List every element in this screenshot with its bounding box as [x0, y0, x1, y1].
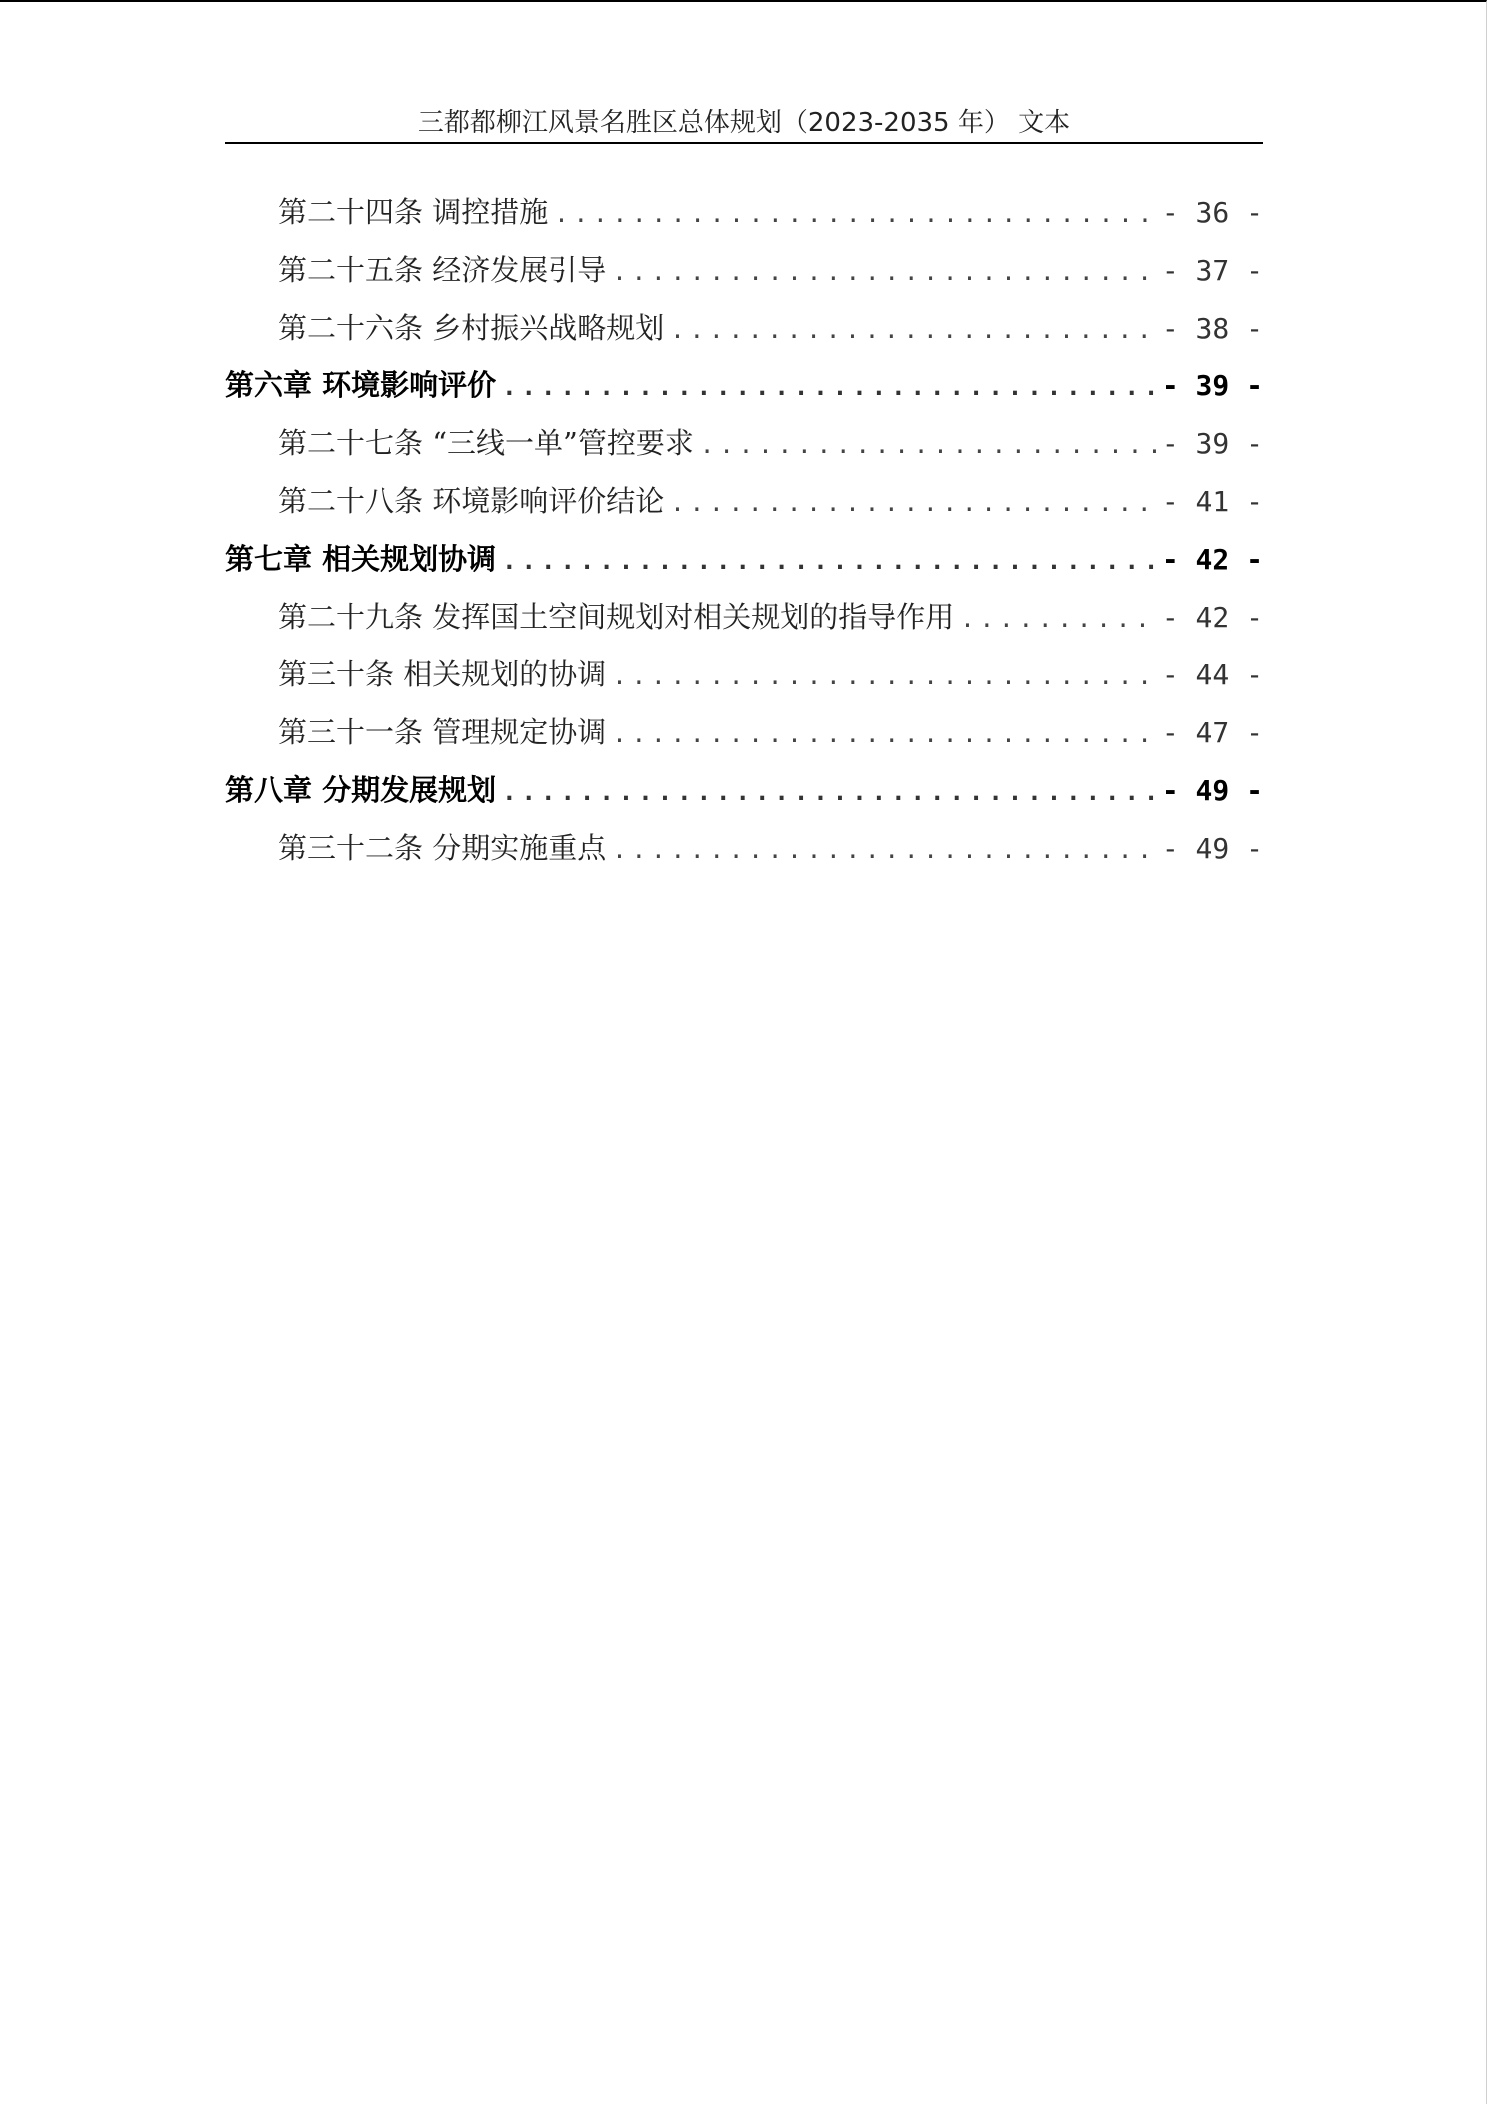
toc-leader-dots [612, 720, 1156, 748]
toc-chapter-page: - 49 - [1161, 773, 1263, 807]
toc-chapter-page: - 39 - [1161, 369, 1263, 403]
toc-leader-dots [960, 605, 1156, 633]
toc-entry-page: - 44 - [1161, 658, 1263, 692]
toc-entry[interactable] [225, 306, 1263, 364]
toc-entry[interactable] [225, 826, 1263, 884]
toc-entry-page: - 36 - [1161, 196, 1263, 229]
toc-leader-dots [612, 258, 1156, 286]
toc-entry-title: 第二十八条 环境影响评价结论 [278, 483, 665, 518]
toc-entry-title: 第二十六条 乡村振兴战略规划 [278, 310, 665, 345]
toc-entry[interactable] [225, 479, 1263, 537]
toc-chapter[interactable] [225, 363, 1263, 421]
toc-entry-title: 第三十一条 管理规定协调 [278, 715, 607, 750]
toc-entry[interactable] [225, 595, 1263, 653]
toc-entry-page: - 37 - [1161, 253, 1263, 287]
toc-chapter[interactable] [225, 537, 1263, 595]
toc-entry[interactable] [225, 652, 1263, 710]
toc-leader-dots [612, 836, 1156, 864]
toc-leader-dots [670, 316, 1156, 344]
toc-leader-dots [502, 373, 1156, 401]
toc-leader-dots [700, 431, 1156, 459]
toc-entry[interactable] [225, 421, 1263, 479]
toc-chapter-title: 第八章 分期发展规划 [225, 772, 497, 807]
toc-entry-title: 第二十四条 调控措施 [278, 195, 549, 229]
toc-entry-title: 第二十七条 “三线一单”管控要求 [278, 426, 694, 461]
toc-entry-page: - 49 - [1161, 831, 1263, 865]
toc-entry-title: 第二十五条 经济发展引导 [278, 252, 607, 287]
toc-entry-title: 第二十九条 发挥国土空间规划对相关规划的指导作用 [278, 599, 955, 634]
toc-entry[interactable] [225, 190, 1263, 248]
toc-leader-dots [670, 489, 1156, 517]
toc-entry-page: - 39 - [1161, 427, 1263, 461]
toc-entry[interactable] [225, 248, 1263, 306]
toc-entry-page: - 41 - [1161, 484, 1263, 518]
toc-chapter-page: - 42 - [1161, 542, 1263, 576]
toc-chapter[interactable] [225, 768, 1263, 826]
toc-chapter-title: 第六章 环境影响评价 [225, 368, 497, 403]
page-header: 三都都柳江风景名胜区总体规划（2023-2035 年） 文本 [225, 104, 1263, 144]
toc-leader-dots [502, 778, 1156, 806]
toc-leader-dots [554, 200, 1156, 228]
toc-entry-page: - 38 - [1161, 311, 1263, 345]
table-of-contents [225, 190, 1263, 884]
toc-leader-dots [612, 662, 1156, 690]
toc-leader-dots [502, 547, 1156, 575]
toc-entry[interactable] [225, 710, 1263, 768]
toc-entry-page: - 42 - [1161, 600, 1263, 634]
toc-chapter-title: 第七章 相关规划协调 [225, 541, 497, 576]
toc-entry-title: 第三十二条 分期实施重点 [278, 830, 607, 865]
toc-entry-title: 第三十条 相关规划的协调 [278, 657, 607, 692]
toc-entry-page: - 47 - [1161, 716, 1263, 750]
